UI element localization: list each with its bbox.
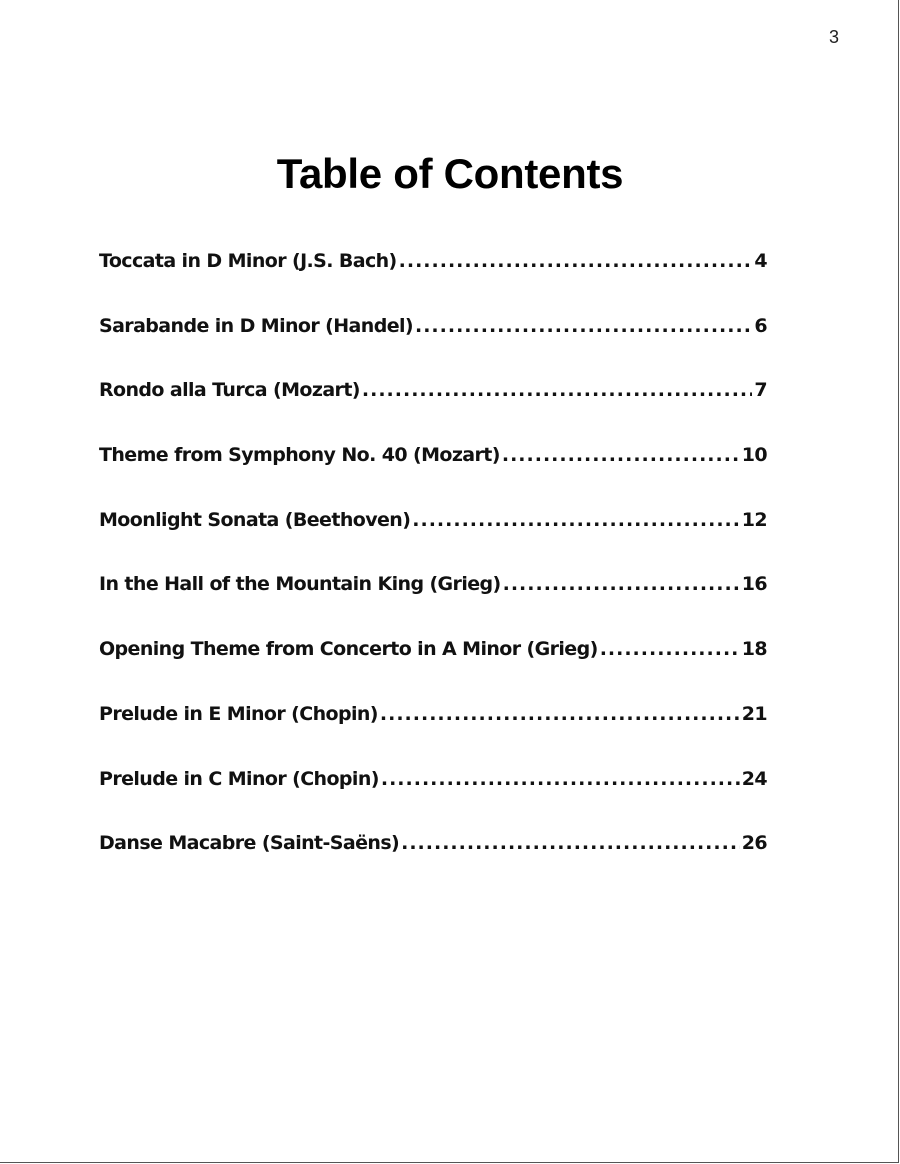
toc-entry-title: Toccata in D Minor (J.S. Bach) — [99, 250, 397, 272]
toc-entry-page: 21 — [741, 702, 767, 725]
toc-list — [99, 250, 767, 897]
toc-dot-leader — [415, 315, 752, 337]
toc-entry[interactable] — [99, 379, 767, 444]
toc-entry-title: Sarabande in D Minor (Handel) — [99, 314, 413, 337]
toc-entry[interactable] — [99, 315, 767, 380]
toc-entry-title: Danse Macabre (Saint-Saëns) — [99, 832, 400, 855]
toc-entry-title: In the Hall of the Mountain King (Grieg) — [99, 573, 501, 596]
toc-entry-title: Opening Theme from Concerto in A Minor (Grieg) — [99, 638, 598, 661]
page-title: Table of Contents — [276, 150, 624, 197]
toc-entry-title: Prelude in E Minor (Chopin) — [99, 702, 378, 725]
toc-dot-leader — [503, 573, 740, 595]
toc-dot-leader — [399, 250, 753, 272]
toc-dot-leader — [381, 768, 740, 790]
toc-entry-page: 24 — [741, 767, 767, 790]
toc-entry[interactable] — [99, 832, 767, 897]
toc-dot-leader — [380, 703, 740, 725]
toc-entry-page: 7 — [754, 379, 767, 402]
toc-dot-leader — [401, 832, 740, 854]
toc-entry-title: Rondo alla Turca (Mozart) — [99, 379, 360, 402]
toc-entry-page: 12 — [741, 508, 767, 531]
toc-entry[interactable] — [99, 573, 767, 638]
toc-entry-page: 10 — [741, 444, 767, 467]
toc-entry-title: Prelude in C Minor (Chopin) — [99, 767, 379, 790]
toc-entry[interactable] — [99, 638, 767, 703]
toc-entry-page: 4 — [754, 250, 767, 272]
toc-entry-page: 26 — [741, 832, 767, 855]
toc-entry-page: 16 — [741, 573, 767, 596]
toc-dot-leader — [412, 509, 739, 531]
toc-entry[interactable] — [99, 250, 767, 315]
toc-entry-title: Moonlight Sonata (Beethoven) — [99, 508, 411, 531]
toc-entry-page: 6 — [754, 314, 767, 337]
toc-dot-leader — [600, 638, 740, 660]
toc-entry-title: Theme from Symphony No. 40 (Mozart) — [99, 444, 500, 467]
toc-dot-leader — [502, 444, 740, 466]
toc-entry[interactable] — [99, 768, 767, 833]
toc-dot-leader — [362, 379, 752, 401]
toc-entry[interactable] — [99, 444, 767, 509]
page-number: 3 — [828, 27, 839, 47]
toc-entry-page: 18 — [741, 638, 767, 661]
toc-entry[interactable] — [99, 703, 767, 768]
toc-entry[interactable] — [99, 509, 767, 574]
